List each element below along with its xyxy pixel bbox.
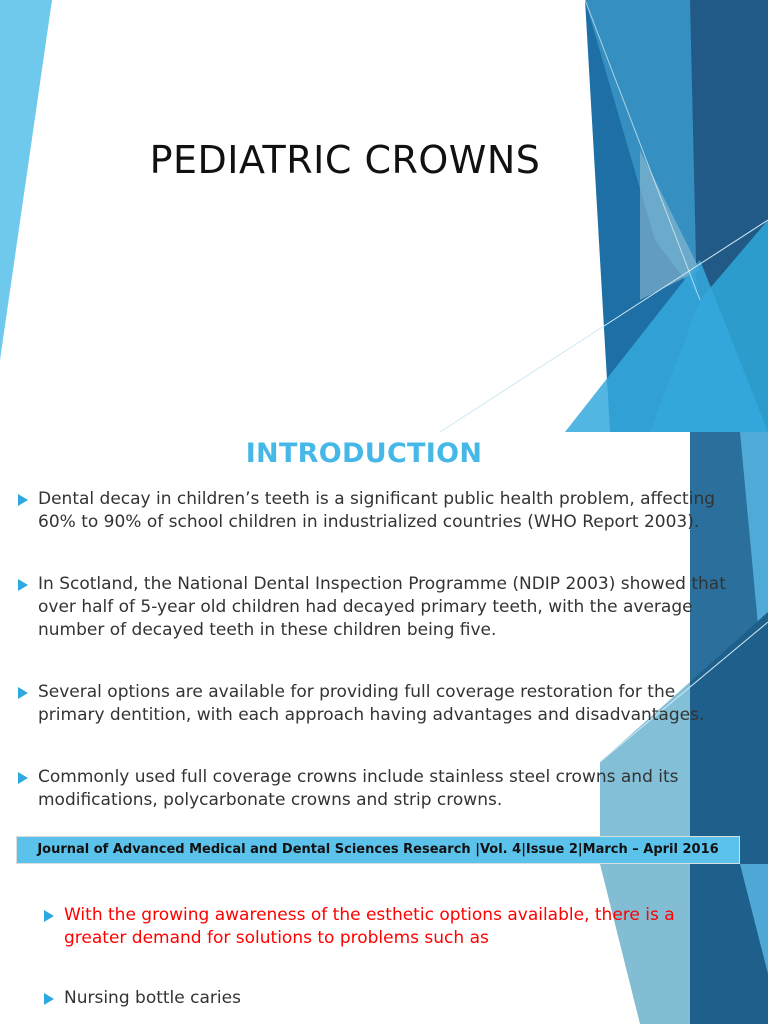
list-item [16,766,736,812]
esthetic-bullet-list [42,904,702,1010]
list-item [42,904,702,950]
bullet-text: With the growing awareness of the esthetic options available, there is a greater demand for solutions to problems such as [64,905,675,948]
slide-title [0,0,768,432]
slide-introduction [0,432,768,864]
bullet-text: Several options are available for providing full coverage restoration for the primary dentition, with each approach having advantages and disadvantages. [38,682,705,725]
list-item [42,987,702,1010]
list-item [16,488,736,534]
bullet-text: In Scotland, the National Dental Inspection Programme (NDIP 2003) showed that over half of 5-year old children had decayed primary teeth, with the average number of decayed teeth in these children being five. [38,574,726,640]
slide-title-text: PEDIATRIC CROWNS [149,138,541,182]
bullet-text: Commonly used full coverage crowns include stainless steel crowns and its modifications, polycarbonate crowns and strip crowns. [38,767,679,810]
bullet-triangle-icon [18,772,28,784]
section-title: INTRODUCTION [245,438,483,469]
bullet-triangle-icon [18,579,28,591]
bullet-triangle-icon [18,687,28,699]
citation-bar: Journal of Advanced Medical and Dental Sciences Research |Vol. 4|Issue 2|March – April 2016 [16,836,740,864]
list-item [16,573,736,642]
list-item [16,681,736,727]
slide1-decoration [0,0,768,432]
bullet-triangle-icon [44,910,54,922]
bullet-triangle-icon [44,993,54,1005]
slide-esthetic [0,864,768,1024]
bullet-text: Nursing bottle caries [64,988,241,1008]
bullet-text: Dental decay in children’s teeth is a significant public health problem, affecting 60% to 90% of school children in industrialized countries (WHO Report 2003). [38,489,716,532]
bullet-triangle-icon [18,494,28,506]
intro-bullet-list [16,488,736,812]
